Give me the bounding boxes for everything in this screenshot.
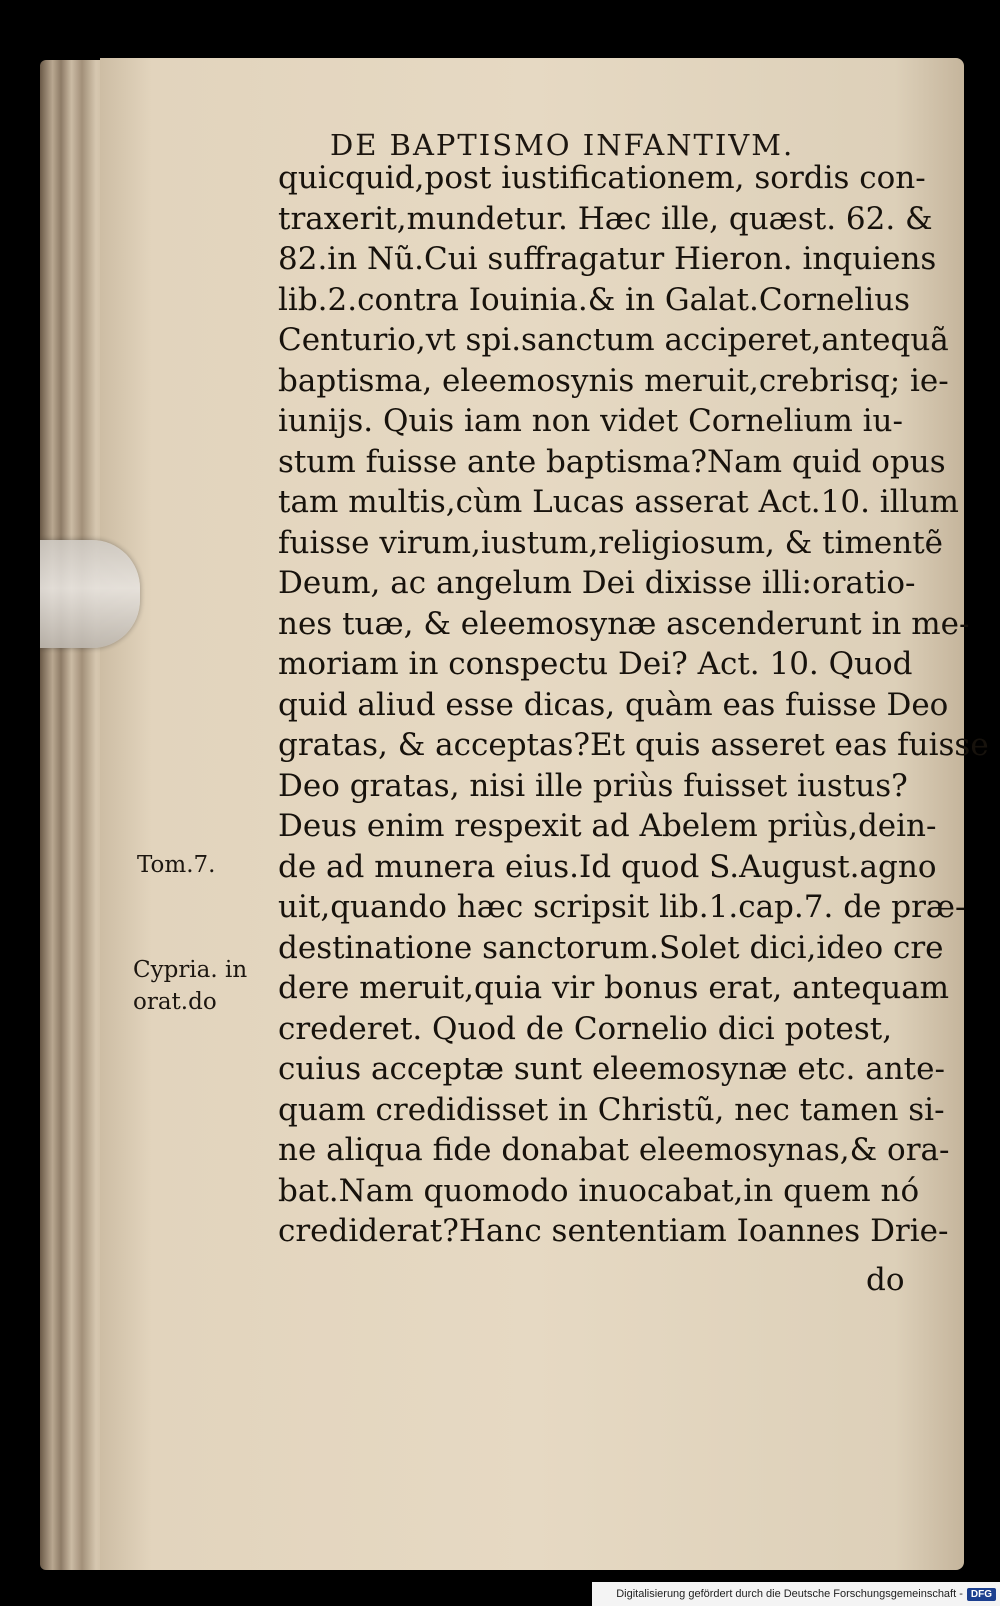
text-line: crediderat?Hanc sententiam Ioannes Drie- [278, 1213, 949, 1249]
digitization-footer [592, 1582, 1000, 1606]
text-line: Deo gratas, nisi ille priùs fuisset iustus? [278, 767, 908, 804]
text-line: Deus enim respexit ad Abelem priùs,dein- [278, 808, 937, 844]
text-line: traxerit,mundetur. Hæc ille, quæst. 62. & [278, 200, 933, 237]
text-line: quicquid,post iustificationem, sordis con- [278, 160, 926, 196]
text-line: quid aliud esse dicas, quàm eas fuisse Deo [278, 686, 949, 723]
text-line: crederet. Quod de Cornelio dici potest, [278, 1010, 893, 1047]
book-clip [40, 540, 140, 648]
footer-credit: Digitalisierung gefördert durch die Deutsche Forschungsgemeinschaft - [616, 1588, 963, 1600]
text-line: fuisse virum,iustum,religiosum, & timentẽ [278, 524, 944, 561]
text-line: nes tuæ, & eleemosynæ ascenderunt in me- [278, 605, 970, 642]
text-line: ne aliqua fide donabat eleemosynas,& ora- [278, 1132, 950, 1168]
text-line: lib.2.contra Iouinia.& in Galat.Cornelius [278, 281, 911, 318]
text-line: bat.Nam quomodo inuocabat,in quem nó [278, 1172, 920, 1209]
running-header: DE BAPTISMO INFANTIVM. [330, 128, 795, 162]
catchword: do [866, 1262, 905, 1298]
text-line: dere meruit,quia vir bonus erat, antequam [278, 970, 950, 1006]
dfg-logo: DFG [967, 1588, 996, 1601]
margin-note-cypria [133, 954, 247, 1018]
text-line: baptisma, eleemosynis meruit,crebrisq; ie- [278, 362, 949, 399]
text-line: gratas, & acceptas?Et quis asseret eas fuisse [278, 727, 989, 763]
text-line: destinatione sanctorum.Solet dici,ideo cre [278, 929, 944, 966]
text-line: tam multis,cùm Lucas asserat Act.10. illum [278, 484, 959, 520]
text-line: Centurio,vt spi.sanctum acciperet,antequã [278, 322, 949, 358]
text-line: cuius acceptæ sunt eleemosynæ etc. ante- [278, 1051, 945, 1087]
text-line: iunijs. Quis iam non videt Cornelium iu- [278, 403, 903, 439]
margin-note-tom: Tom.7. [137, 852, 216, 878]
text-line: uit,quando hæc scripsit lib.1.cap.7. de præ- [278, 889, 966, 925]
text-line: moriam in conspectu Dei? Act. 10. Quod [278, 646, 913, 682]
text-line: de ad munera eius.Id quod S.August.agno [278, 848, 937, 885]
margin-note-line: orat.do [133, 989, 217, 1015]
text-line: quam credidisset in Christũ, nec tamen si- [278, 1091, 945, 1128]
text-line: stum fuisse ante baptisma?Nam quid opus [278, 443, 946, 480]
text-line: Deum, ac angelum Dei dixisse illi:oratio- [278, 565, 916, 601]
margin-note-line: Cypria. in [133, 957, 248, 983]
text-line: 82.in Nũ.Cui suffragatur Hieron. inquiens [278, 241, 937, 277]
body-text [278, 158, 989, 1252]
